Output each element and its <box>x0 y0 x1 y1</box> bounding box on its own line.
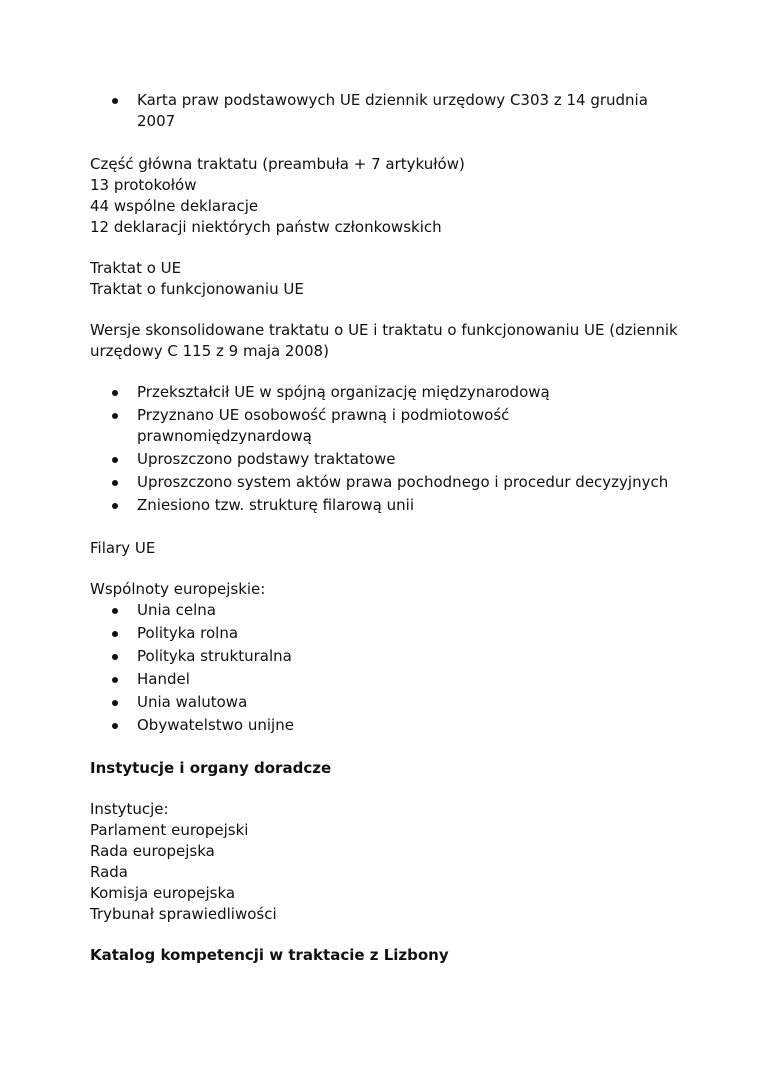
list-item: Obywatelstwo unijne <box>90 715 680 736</box>
document-content <box>90 90 680 966</box>
paragraph-institutions <box>90 799 680 925</box>
list-item: Zniesiono tzw. strukturę filarową unii <box>90 495 680 516</box>
list-item: Uproszczono system aktów prawa pochodnego i procedur decyzyjnych <box>90 472 680 493</box>
heading-competences: Katalog kompetencji w traktacie z Lizbony <box>90 946 449 964</box>
text-line: Część główna traktatu (preambuła + 7 artykułów) <box>90 155 465 173</box>
spacer <box>90 300 680 320</box>
list-item: Polityka strukturalna <box>90 646 680 667</box>
text-line: Komisja europejska <box>90 884 236 902</box>
spacer <box>90 779 680 799</box>
list-item: Uproszczono podstawy traktatowe <box>90 449 680 470</box>
bullet-list-communities <box>90 600 680 736</box>
text-line: Instytucje: <box>90 800 169 818</box>
text-line: Traktat o UE <box>90 259 182 277</box>
paragraph-treaties <box>90 258 680 300</box>
paragraph-treaty-parts <box>90 154 680 238</box>
spacer <box>90 925 680 945</box>
spacer <box>90 362 680 382</box>
text-line: 44 wspólne deklaracje <box>90 197 259 215</box>
list-item: Przekształcił UE w spójną organizację międzynarodową <box>90 382 680 403</box>
spacer <box>90 134 680 154</box>
spacer <box>90 559 680 579</box>
text-line: Rada europejska <box>90 842 215 860</box>
text-line: Parlament europejski <box>90 821 249 839</box>
list-item: Karta praw podstawowych UE dziennik urzędowy C303 z 14 grudnia 2007 <box>90 90 680 132</box>
list-item: Handel <box>90 669 680 690</box>
bullet-list-changes <box>90 382 680 516</box>
paragraph-communities: Wspólnoty europejskie: <box>90 580 266 598</box>
text-line: Traktat o funkcjonowaniu UE <box>90 280 304 298</box>
paragraph-pillars: Filary UE <box>90 539 156 557</box>
list-item: Polityka rolna <box>90 623 680 644</box>
heading-institutions: Instytucje i organy doradcze <box>90 759 332 777</box>
spacer <box>90 518 680 538</box>
text-line: 12 deklaracji niektórych państw członkowskich <box>90 218 442 236</box>
bullet-list-charter <box>90 90 680 132</box>
spacer <box>90 238 680 258</box>
text-line: Trybunał sprawiedliwości <box>90 905 277 923</box>
list-item: Unia celna <box>90 600 680 621</box>
spacer <box>90 738 680 758</box>
paragraph-consolidated-versions <box>90 320 680 362</box>
list-item: Przyznano UE osobowość prawną i podmiotowość prawnomiędzynardową <box>90 405 680 447</box>
text-line: Rada <box>90 863 128 881</box>
text-line: 13 protokołów <box>90 176 197 194</box>
list-item: Unia walutowa <box>90 692 680 713</box>
text-line: Wersje skonsolidowane traktatu o UE i traktatu o funkcjonowaniu UE (dziennik urzędowy C 115 z 9 maja 2008) <box>90 321 678 360</box>
